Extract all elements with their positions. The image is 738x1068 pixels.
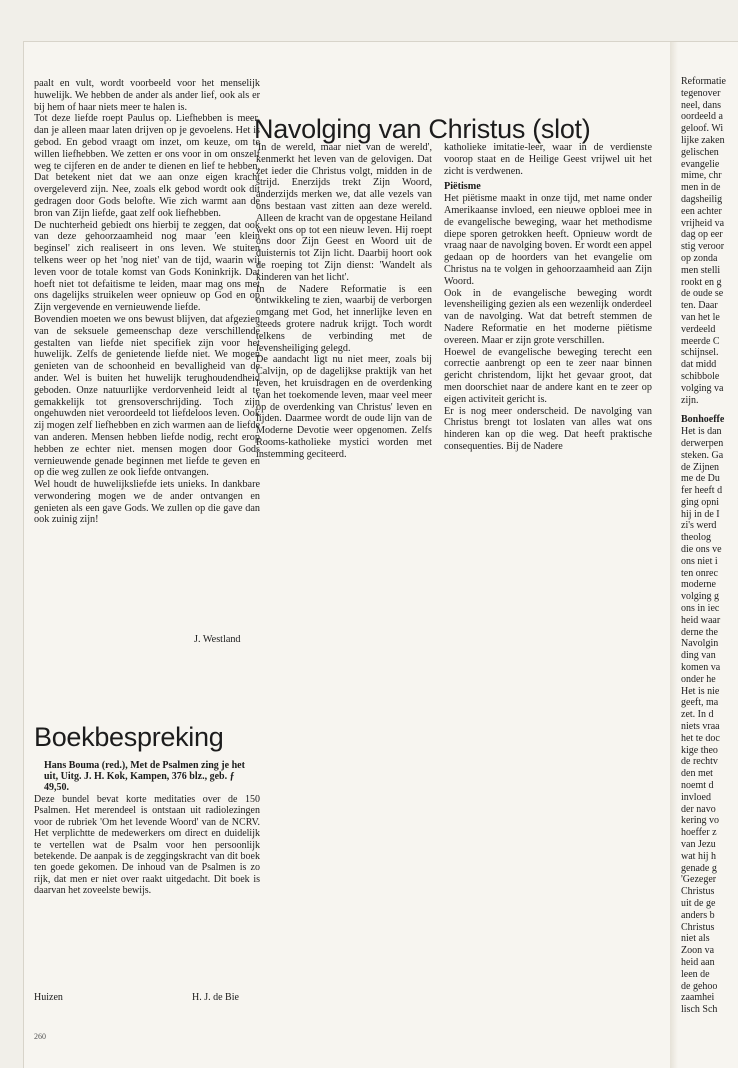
- column-love-article-end: [34, 78, 260, 618]
- page-number: 260: [34, 1032, 46, 1041]
- text-line: zaamhei: [681, 992, 715, 1004]
- paragraph: De nuchterheid gebiedt ons hierbij te zeggen, dat ook van deze gehoorzaamheid nog maar 'een klein beginsel' zich realiseert in ons leven. We stuiten telkens weer op het 'nog niet' van de tijd, waarin wij leven voor de totale komst van Gods Koninkrijk. Dat hoeft niet tot defaitisme te leiden, maar mag ons met ons dagelijks struikelen weer opnieuw op God en op Zijn vergevende en vernieuwende liefde.: [34, 219, 260, 314]
- article-title: Navolging van Christus (slot): [254, 114, 591, 144]
- paragraph: Bovendien moeten we ons bewust blijven, dat afgezien van de seksuele gemeenschap deze verschillende gestalten van liefde niet specifiek zijn voor het huwelijk. Zelfs de genietende liefde niet. We mogen genieten van de schoonheid en bevalligheid van de ander. Wel is buiten het huwelijk terughoudendheid geboden. Onze natuurlijke verdorvenheid leidt al te gemakkelijk tot grensoverschrijding. Toch zijn ongehuwden niet veroordeeld tot liefdeloos leven. Ook zij mogen zelf liefhebben en zich warmen aan de liefde van anderen. Mensen hebben liefde nodig, recht erop hebben ze echter niet. mensen mogen door Gods vernieuwende genade beginnen met liefde te geven en op die weg zullen ze ook liefde ontvangen.: [34, 313, 260, 479]
- subheading-bonhoeffer: Bonhoeffe: [681, 414, 725, 426]
- text-line: meerde C: [681, 335, 720, 347]
- text-line: neel, dans: [681, 99, 721, 111]
- text-line: genade g: [681, 862, 717, 874]
- text-line: Navolgin: [681, 638, 719, 650]
- text-line: geeft, ma: [681, 697, 719, 709]
- text-line: stig veroor: [681, 241, 725, 253]
- text-line: onder he: [681, 673, 716, 685]
- text-line: hoeffer z: [681, 827, 717, 839]
- text-line: Het is dan: [681, 426, 722, 438]
- review-place: Huizen: [34, 992, 63, 1003]
- text-line: oordeeld a: [681, 111, 723, 123]
- text-line: ten onrec: [681, 567, 718, 579]
- text-line: volging g: [681, 591, 720, 603]
- text-line: kige theo: [681, 744, 718, 756]
- subheading-pietisme: Piëtisme: [444, 181, 481, 193]
- text-line: ten. Daar: [681, 300, 718, 312]
- page-fold: [670, 42, 678, 1068]
- paragraph: 'In de wereld, maar niet van de wereld', kenmerkt het leven van de gelovigen. Dat zet ieder die Christus volgt, midden in de strijd. Enerzijds trekt Zijn Woord, anderzijds merken we, dat alle vezels van ons bestaan vast zitten aan deze wereld. Alleen de kracht van de opgestane Heiland wekt ons op tot een nieuw leven. Hij roept ons door Zijn Geest en Woord uit de duisternis tot Zijn licht. Daarbij hoort ook de roeping tot Zijn dienst: 'Wandelt als kinderen van het licht'.: [256, 142, 432, 283]
- paragraph: katholieke imitatie-leer, waar in de verdienste voorop staat en de Heilige Geest vrijwel uit het zicht is verdwenen.: [444, 142, 652, 177]
- text-line: ding van: [681, 650, 716, 662]
- text-line: geloof. Wi: [681, 123, 724, 135]
- text-line: ons niet i: [681, 555, 718, 567]
- text-line: ging opni: [681, 496, 720, 508]
- text-line: moderne: [681, 579, 716, 591]
- text-line: tegenover: [681, 87, 721, 99]
- paragraph: Wel houdt de huwelijksliefde iets unieks. In dankbare verwondering mogen we de ander ontvangen en genieten als een gave Gods. We zullen op die gave dan ook zuinig zijn!: [34, 479, 260, 526]
- text-line: fer heeft d: [681, 485, 723, 497]
- text-line: zi's werd: [681, 520, 717, 532]
- text-line: de rechtv: [681, 756, 718, 768]
- text-line: derwerpen: [681, 437, 724, 449]
- text-line: wat hij h: [681, 850, 716, 862]
- book-info: Hans Bouma (red.), Met de Psalmen zing je het uit, Uitg. J. H. Kok, Kampen, 376 blz., geb. ƒ 49,50.: [44, 760, 245, 793]
- text-line: schibbole: [681, 370, 720, 382]
- text-line: de oude se: [681, 288, 724, 300]
- text-line: vrijheid va: [681, 217, 725, 229]
- text-line: Reformatie: [681, 76, 726, 87]
- paragraph: Er is nog meer onderscheid. De navolging van Christus brengt tot loslaten van alles wat ons hinderen kan op die weg. Dat heeft praktische consequenties. Bij de Nadere: [444, 405, 652, 452]
- article-column-1: [256, 142, 432, 1068]
- review-body: Deze bundel bevat korte meditaties over de 150 Psalmen. Het merendeel is ontstaan uit radiolezingen voor de rubriek 'Om het levende Woord' van de NCRV. Het verplichtte de medewerkers om direct en duidelijk te vertellen wat de Psalm voor hen persoonlijk betekende. De aanpak is de zeggingskracht van dit boek ten goede gekomen. De inhoud van de Psalmen is zo rijk, dat men er niet over raakt uitgedacht. Dit boek is daarvan het zoveelste bewijs.: [34, 794, 260, 897]
- text-line: dat midd: [681, 359, 717, 371]
- text-line: de gehoo: [681, 980, 718, 992]
- text-line: zijn.: [681, 394, 699, 406]
- text-line: Christus: [681, 921, 715, 933]
- text-line: volging va: [681, 382, 724, 394]
- text-line: zet. In d: [681, 709, 714, 721]
- text-line: kering vo: [681, 815, 720, 827]
- text-line: niets vraa: [681, 721, 720, 733]
- text-line: leen de: [681, 968, 710, 980]
- text-line: de Zijnen: [681, 461, 720, 473]
- paragraph: Tot deze liefde roept Paulus op. Liefhebben is meer, dan je alleen maar laten drijven op je gevoelens. Het is gebod. En gebod vraagt om inzet, om keuze, om te willen liefhebben. We zetten er ons voor in om onszelf weg te cijferen en de ander te dienen en lief te hebben. Dat betekent niet dat we aan onze eigen kracht overgeleverd zijn. Nee, zoals elk gebod wordt ook dit gedragen door Gods belofte. Wie zich warmt aan de bron van Zijn liefde, gaat zelf ook liefhebben.: [34, 113, 260, 219]
- paragraph: Ook in de evangelische beweging wordt levensheiliging gezien als een wezenlijk onderdeel van de navolging. Wat dat betreft stemmen de Nadere Reformatie en het moderne piëtisme overeen. Maar er zijn grote verschillen.: [444, 287, 652, 346]
- article-column-2: [444, 142, 652, 1068]
- text-line: dag op eer: [681, 229, 723, 241]
- paragraph: paalt en vult, wordt voorbeeld voor het menselijk huwelijk. We hebben de ander als ander lief, ook als er bij hem of haar niets meer te halen is.: [34, 78, 260, 113]
- paragraph: De aandacht ligt nu niet meer, zoals bij Calvijn, op de dagelijkse praktijk van het leven, het kruisdragen en de overdenking van het toekomende leven, maar veel meer op de overdenking van Christus' leven en lijden. Daarmee wordt de oude lijn van de Moderne Devotie weer opgenomen. Zelfs Rooms-katholieke mystici worden met instemming geciteerd.: [256, 354, 432, 460]
- text-line: van het le: [681, 311, 720, 323]
- text-line: der navo: [681, 803, 716, 815]
- reviewer-name: H. J. de Bie: [192, 992, 239, 1003]
- paragraph: Hoewel de evangelische beweging terecht een correctie aanbrengt op een te zeer naar binnen gericht christendom, lijkt het gevaar groot, dat men doorschiet naar de andere kant en te zeer op eigen activiteit gericht is.: [444, 346, 652, 405]
- text-line: op zonda: [681, 252, 718, 264]
- magazine-page: [24, 42, 738, 1068]
- text-line: heid waar: [681, 614, 721, 626]
- text-line: mime, chr: [681, 170, 722, 182]
- text-line: anders b: [681, 909, 715, 921]
- text-line: schijnsel.: [681, 347, 719, 359]
- text-line: men in de: [681, 182, 721, 194]
- text-line: 'Gezeger: [681, 874, 717, 886]
- paragraph: In de Nadere Reformatie is een ontwikkeling te zien, waarbij de verborgen omgang met God, het innerlijke leven en steeds grotere nadruk krijgt. Toch wordt telkens de verbinding met de levensheiliging gelegd.: [256, 283, 432, 354]
- author-signature: J. Westland: [194, 634, 241, 645]
- text-line: noemt d: [681, 780, 714, 792]
- text-line: me de Du: [681, 473, 720, 485]
- text-line: derne the: [681, 626, 718, 638]
- text-line: men stelli: [681, 264, 721, 276]
- text-line: verdeeld: [681, 323, 716, 335]
- text-line: uit de ge: [681, 897, 716, 909]
- text-line: den met: [681, 768, 713, 780]
- text-line: een achter: [681, 205, 722, 217]
- text-line: hij in de I: [681, 508, 720, 520]
- text-line: Het is nie: [681, 685, 720, 697]
- text-line: dagsheilig: [681, 193, 723, 205]
- text-line: steken. Ga: [681, 449, 724, 461]
- text-line: gelischen: [681, 146, 719, 158]
- text-line: Christus: [681, 886, 715, 898]
- text-line: lijke zaken: [681, 134, 725, 146]
- text-line: Zoon va: [681, 945, 715, 957]
- text-line: die ons ve: [681, 544, 722, 556]
- text-line: komen va: [681, 662, 721, 674]
- review-heading: Boekbespreking: [34, 722, 224, 752]
- text-line: invloed: [681, 791, 711, 803]
- text-line: lisch Sch: [681, 1004, 718, 1016]
- text-line: het te doc: [681, 732, 720, 744]
- text-line: theolog: [681, 532, 711, 544]
- text-line: heid aan: [681, 956, 715, 968]
- text-line: rookt en g: [681, 276, 722, 288]
- text-line: van Jezu: [681, 839, 716, 850]
- cut-off-column: [681, 76, 738, 1066]
- paragraph: Het piëtisme maakt in onze tijd, met name onder Amerikaanse invloed, een nieuwe opbloei mee in de evangelische beweging, waar het methodisme diepe sporen getrokken heeft. Opnieuw wordt de vraag naar de navolging boven. Er wordt een appel gedaan op de hoorders van het evangelie om Christus na te volgen in gehoorzaamheid aan Zijn Woord.: [444, 193, 652, 287]
- text-line: evangelie: [681, 158, 720, 170]
- text-line: ons in iec: [681, 603, 720, 615]
- text-line: niet als: [681, 933, 710, 945]
